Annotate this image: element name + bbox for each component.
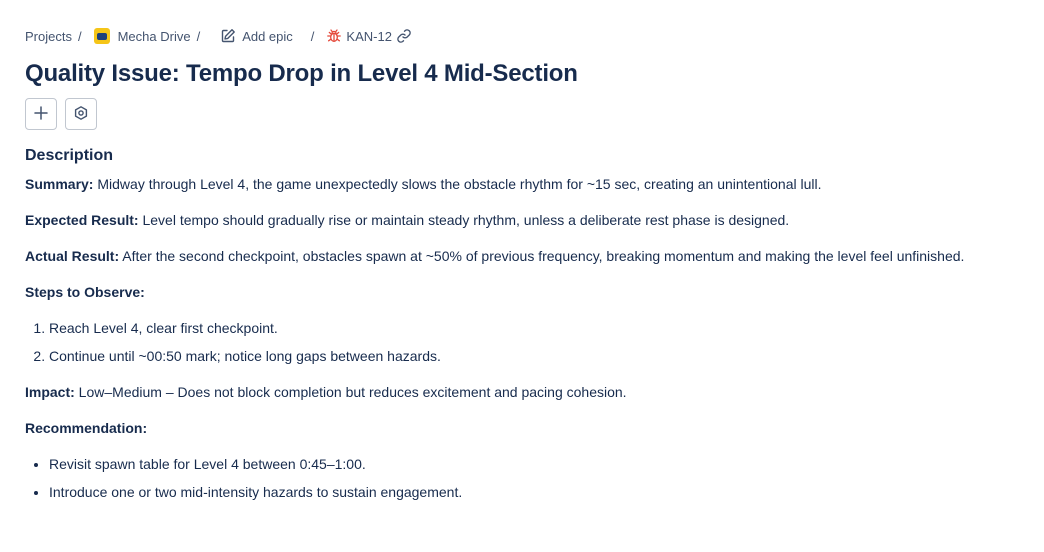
plus-icon: [33, 105, 49, 124]
list-item: 1. Reach Level 4, clear first checkpoint.: [49, 316, 1015, 340]
expected-text: Level tempo should gradually rise or maintain steady rhythm, unless a deliberate rest phase is designed.: [138, 212, 790, 228]
steps-list: [25, 316, 1015, 368]
breadcrumb-separator: /: [77, 28, 82, 44]
add-epic-button[interactable]: [206, 28, 293, 44]
actual-paragraph: [25, 244, 1015, 268]
recommendation-paragraph: [25, 416, 1015, 440]
list-item: • Introduce one or two mid-intensity hazards to sustain engagement.: [49, 480, 1015, 504]
breadcrumb-projects[interactable]: Projects: [25, 28, 72, 44]
summary-paragraph: [25, 172, 1015, 196]
breadcrumb: [25, 26, 412, 46]
project-avatar-icon: [94, 28, 110, 44]
issue-title[interactable]: Quality Issue: Tempo Drop in Level 4 Mid-Section: [25, 60, 578, 87]
add-epic-label: Add epic: [242, 28, 293, 44]
expected-label: Expected Result:: [25, 212, 139, 228]
issue-actions: [25, 98, 97, 130]
list-item: 2. Continue until ~00:50 mark; notice long gaps between hazards.: [49, 344, 1015, 368]
settings-icon: [73, 105, 89, 124]
actual-text: After the second checkpoint, obstacles spawn at ~50% of previous frequency, breaking momentum and making the level feel unfinished.: [119, 248, 965, 264]
steps-paragraph: [25, 280, 1015, 304]
bug-icon: [326, 28, 342, 44]
link-icon[interactable]: [396, 28, 412, 44]
impact-label: Impact:: [25, 384, 75, 400]
recommendation-label: Recommendation:: [25, 420, 148, 436]
breadcrumb-separator: /: [310, 28, 315, 44]
summary-text: Midway through Level 4, the game unexpectedly slows the obstacle rhythm for ~15 sec, creating an unintentional lull.: [93, 176, 822, 192]
add-button[interactable]: [25, 98, 57, 130]
expected-paragraph: [25, 208, 1015, 232]
actual-label: Actual Result:: [25, 248, 120, 264]
recommendation-list: [25, 452, 1015, 504]
description-body[interactable]: [25, 172, 1015, 516]
description-heading: Description: [25, 147, 114, 164]
issue-key: KAN-12: [346, 28, 392, 44]
impact-text: Low–Medium – Does not block completion but reduces excitement and pacing cohesion.: [74, 384, 627, 400]
breadcrumb-issue[interactable]: [320, 28, 392, 44]
breadcrumb-project-name: Mecha Drive: [117, 28, 191, 44]
edit-icon: [220, 28, 236, 44]
impact-paragraph: [25, 380, 1015, 404]
breadcrumb-separator: /: [196, 28, 201, 44]
list-item: • Revisit spawn table for Level 4 between 0:45–1:00.: [49, 452, 1015, 476]
breadcrumb-project[interactable]: [88, 28, 191, 44]
settings-button[interactable]: [65, 98, 97, 130]
summary-label: Summary:: [25, 176, 94, 192]
steps-label: Steps to Observe:: [25, 284, 145, 300]
